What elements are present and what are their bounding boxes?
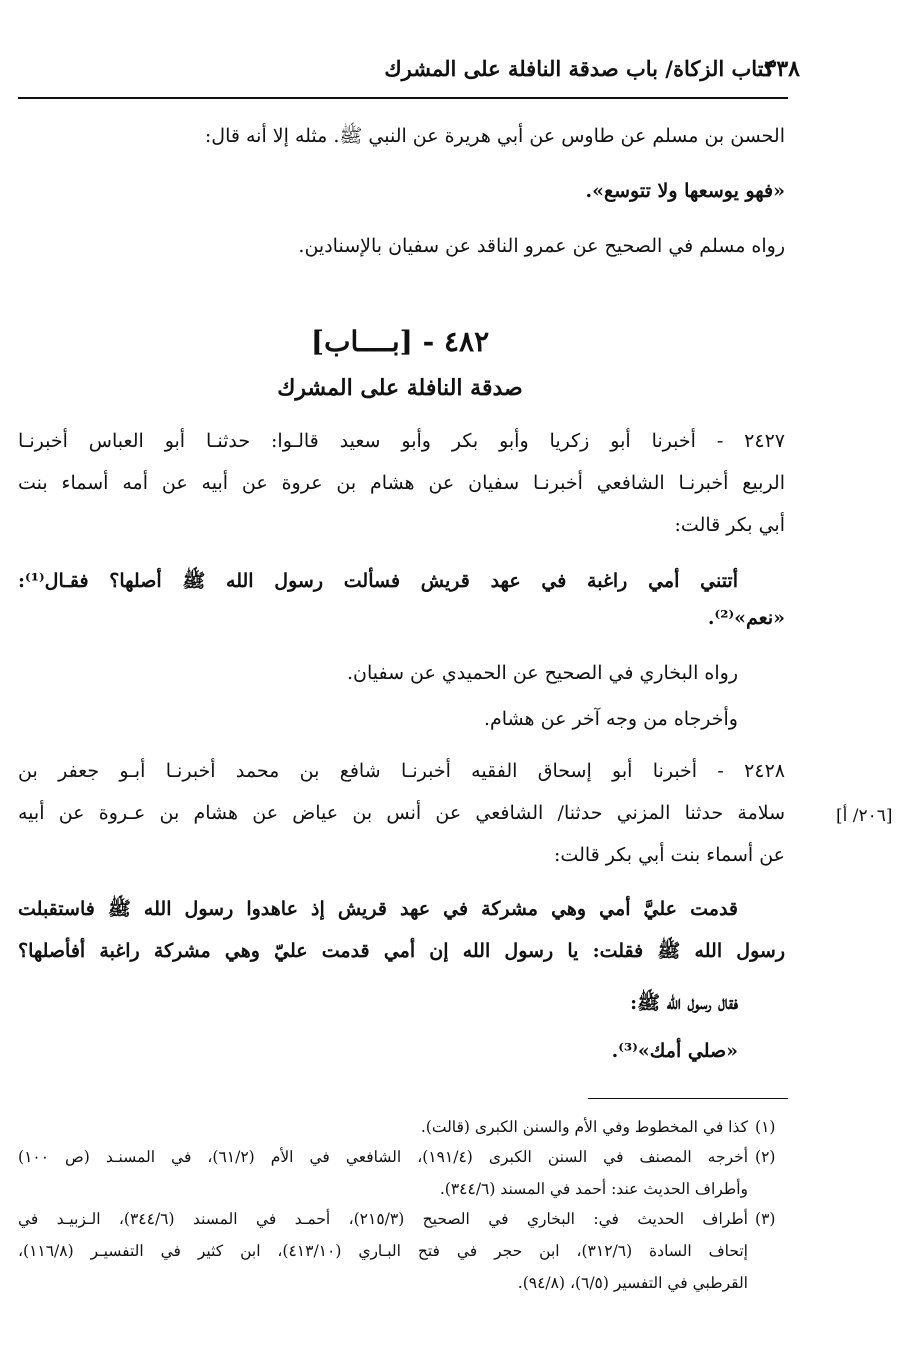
footnote-text: إتحاف السادة (٣١٢/٦)، ابن حجر في فتح البـاري (٤١٣/١٠)، ابن كثير في التفسيـر (١١٦/٨)،	[18, 1242, 748, 1260]
footnote-marker: (٣)	[755, 1210, 776, 1228]
hadith-2427-line: ٢٤٢٧ - أخبرنا أبو زكريا وأبو بكر وأبو سعيد قالـوا: حدثنـا أبو العباس أخبرنـا	[18, 430, 785, 452]
footnote-text: أخرجه المصنف في السنن الكبرى (١٩١/٤)، الشافعي في الأم (٦١/٢)، في المسنـد (ص ١٠٠)	[18, 1148, 749, 1166]
hadith-2427-quote: «نعم»⁽²⁾.	[707, 607, 785, 629]
footnote-text: أطراف الحديث في: البخاري في الصحيح (٢١٥/٣)، أحمـد في المسند (٣٤٤/٦)، الـزبيـد في	[18, 1210, 748, 1228]
footnote-marker: (٢)	[755, 1148, 776, 1166]
footnote-text: كذا في المخطوط وفي الأم والسنن الكبرى (قالت).	[420, 1118, 748, 1136]
narration-note: رواه البخاري في الصحيح عن الحميدي عن سفيان.	[346, 662, 738, 684]
hadith-2428-quote: فقال رسول الله ﷺ:	[630, 992, 738, 1014]
chapter-number: ٤٨٢ - [بــــاب]	[310, 325, 490, 358]
running-header-title: كتاب الزكاة/ باب صدقة النافلة على المشرك	[384, 56, 774, 81]
footnote-text: القرطبي في التفسير (٦/٥)، (٩٤/٨).	[517, 1274, 748, 1292]
hadith-2428-line: عن أسماء بنت أبي بكر قالت:	[554, 844, 785, 866]
hadith-2428-quote: رسول الله ﷺ فقلت: يا رسول الله إن أمي قدمت عليّ وهي مشركة راغبة أفأصلها؟	[18, 940, 785, 962]
hadith-quote: «فهو يوسعها ولا تتوسع».	[585, 180, 785, 202]
footnote-rule	[588, 1098, 788, 1099]
hadith-2427-line: أبي بكر قالت:	[674, 514, 785, 536]
hadith-2428-line: ٢٤٢٨ - أخبرنا أبو إسحاق الفقيه أخبرنـا شافع بن محمد أخبرنـا أبـو جعفر بن	[18, 760, 785, 782]
body-line: الحسن بن مسلم عن طاوس عن أبي هريرة عن النبي ﷺ. مثله إلا أنه قال:	[204, 125, 785, 147]
page-number: ٣٣٨	[764, 56, 800, 82]
footnote-text: وأطراف الحديث عند: أحمد في المسند (٣٤٤/٦).	[439, 1180, 748, 1198]
header-rule	[18, 97, 788, 99]
hadith-2427-quote: أتتني أمي راغبة في عهد قريش فسألت رسول الله ﷺ أصلها؟ فقـال⁽¹⁾:	[18, 570, 738, 592]
hadith-2428-quote: «صلي أمك»⁽³⁾.	[611, 1040, 738, 1062]
narration-note: وأخرجاه من وجه آخر عن هشام.	[484, 708, 738, 730]
body-line: رواه مسلم في الصحيح عن عمرو الناقد عن سفيان بالإسنادين.	[298, 235, 785, 257]
chapter-title: صدقة النافلة على المشرك	[277, 375, 523, 401]
hadith-2428-quote: قدمت عليَّ أمي وهي مشركة في عهد قريش إذ عاهدوا رسول الله ﷺ فاستقبلت	[18, 898, 738, 920]
manuscript-folio-marker: [٢٠٦/ أ]	[836, 806, 893, 826]
hadith-2427-line: الربيع أخبرنـا الشافعي أخبرنـا سفيان عن هشام بن عروة عن أبيه عن أمه أسماء بنت	[18, 472, 785, 494]
footnote-marker: (١)	[755, 1118, 776, 1136]
hadith-2428-line: سلامة حدثنا المزني حدثنا/ الشافعي عن أنس بن عياض عن هشام بن عـروة عن أبيه	[18, 802, 785, 824]
